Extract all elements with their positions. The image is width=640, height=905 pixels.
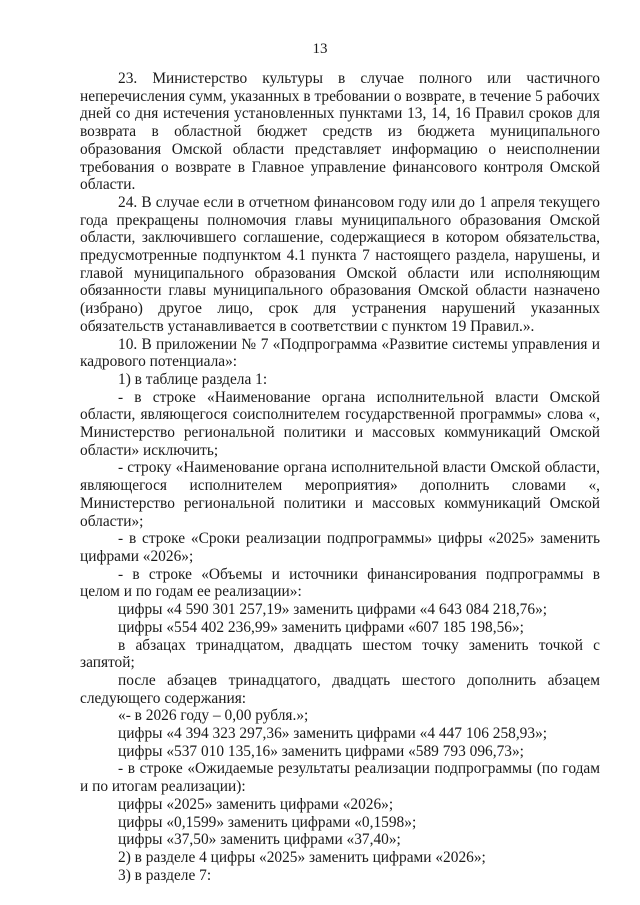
- paragraph-results-change-3: цифры «37,50» заменить цифрами «37,40»;: [118, 831, 401, 849]
- paragraph-funding-change-3: цифры «4 394 323 297,36» заменить цифрами «4 447 106 258,93»;: [118, 725, 548, 743]
- paragraph-punctuation-change: в абзацах тринадцатом, двадцать шестом точку заменить точкой с запятой;: [80, 636, 600, 672]
- paragraph-funding-change-1: цифры «4 590 301 257,19» заменить цифрами «4 643 084 218,76»;: [118, 601, 548, 619]
- paragraph-coexecutor-row: - в строке «Наименование органа исполнительной власти Омской области, являющегося соисполнителем государственной программы» слова «, Министерство региональной политики и массовых коммуникаций Омской области» исключить;: [80, 388, 600, 459]
- paragraph-funding-change-4: цифры «537 010 135,16» заменить цифрами «589 793 096,73»;: [118, 742, 524, 760]
- paragraph-results-change-2: цифры «0,1599» заменить цифрами «0,1598»;: [118, 813, 417, 831]
- paragraph-24: 24. В случае если в отчетном финансовом году или до 1 апреля текущего года прекращены полномочия главы муниципального образования Омской области, заключившего соглашение, содержащиеся в котором обязательства, предусмотренные подпунктом 4.1 пункта 7 настоящего раздела, нарушены, и главой муниципального образования Омской области или исполняющим обязанности главы муниципального образования Омской области назначено (избрано) другое лицо, срок для устранения нарушений указанных обязательств устанавливается в соответствии с пунктом 19 Правил.».: [80, 193, 600, 335]
- page-number: 13: [312, 41, 328, 57]
- paragraph-results-row: - в строке «Ожидаемые результаты реализации подпрограммы (по годам и по итогам реализации):: [80, 760, 600, 796]
- paragraph-funding-change-2: цифры «554 402 236,99» заменить цифрами «607 185 198,56»;: [118, 618, 524, 636]
- document-body: [80, 70, 600, 884]
- paragraph-23: 23. Министерство культуры в случае полного или частичного неперечисления сумм, указанных в требовании о возврате, в течение 5 рабочих дней со дня истечения установленных пунктами 13, 14, 16 Правил сроков для возврата в областной бюджет средств из бюджета муниципального образования Омской области представляет информацию о неисполнении требования о возврате в Главное управление финансового контроля Омской области.: [80, 70, 600, 194]
- paragraph-subitem-2: 2) в разделе 4 цифры «2025» заменить цифрами «2026»;: [118, 848, 486, 866]
- paragraph-results-change-1: цифры «2025» заменить цифрами «2026»;: [118, 795, 394, 813]
- paragraph-timeline-row: - в строке «Сроки реализации подпрограммы» цифры «2025» заменить цифрами «2026»;: [80, 530, 600, 565]
- paragraph-new-clause-text: «- в 2026 году – 0,00 рубля.»;: [118, 707, 309, 725]
- paragraph-executor-row: - строку «Наименование органа исполнительной власти Омской области, являющегося исполнителем мероприятия» дополнить словами «, Министерство региональной политики и массовых коммуникаций Омской области»;: [80, 459, 600, 530]
- paragraph-add-clause: после абзацев тринадцатого, двадцать шестого дополнить абзацем следующего содержания:: [80, 671, 600, 707]
- paragraph-item-10: 10. В приложении № 7 «Подпрограмма «Развитие системы управления и кадрового потенциала»:: [80, 335, 600, 371]
- paragraph-subitem-3: 3) в разделе 7:: [118, 866, 212, 884]
- paragraph-subitem-1: 1) в таблице раздела 1:: [118, 370, 268, 388]
- paragraph-funding-row: - в строке «Объемы и источники финансирования подпрограммы в целом и по годам ее реализации»:: [80, 565, 600, 601]
